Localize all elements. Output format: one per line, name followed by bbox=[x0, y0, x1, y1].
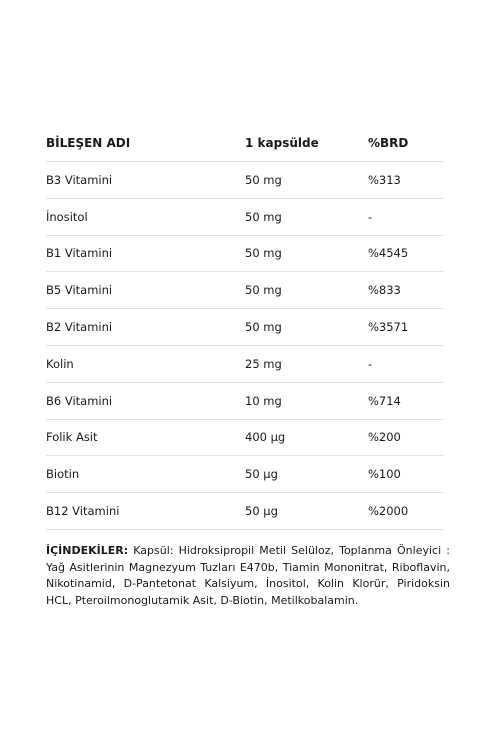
cell-ingredient: B3 Vitamini bbox=[46, 172, 113, 187]
table-row bbox=[46, 420, 444, 457]
cell-amount: 50 mg bbox=[245, 283, 282, 298]
cell-amount: 50 mg bbox=[245, 172, 282, 187]
cell-amount: 50 µg bbox=[245, 504, 278, 519]
cell-ingredient: Biotin bbox=[46, 467, 80, 482]
ingredients-paragraph bbox=[46, 543, 450, 609]
table-row bbox=[46, 272, 444, 309]
table-row bbox=[46, 346, 444, 383]
table-row bbox=[46, 493, 444, 530]
table-row bbox=[46, 309, 444, 346]
column-header-amount: 1 kapsülde bbox=[245, 135, 319, 150]
cell-rda: %2000 bbox=[368, 504, 409, 519]
cell-rda: %714 bbox=[368, 393, 401, 408]
ingredients-text: Kapsül: Hidroksipropil Metil Selüloz, Toplanma Önleyici : Yağ Asitlerinin Magnezyum Tuzları E470b, Tiamin Mononitrat, Riboflavin, Nikotinamid, D-Pantetonat Kalsiyum, İnositol, Kolin Klorür, Piridoksin HCL, Pteroilmonoglutamik Asit, D-Biotin, Metilkobalamin. bbox=[46, 544, 450, 607]
cell-rda: %4545 bbox=[368, 246, 409, 261]
table-row bbox=[46, 162, 444, 199]
cell-amount: 50 mg bbox=[245, 246, 282, 261]
table-header-row bbox=[46, 124, 444, 162]
cell-ingredient: B1 Vitamini bbox=[46, 246, 113, 261]
nutrition-table bbox=[46, 124, 444, 530]
cell-rda: - bbox=[368, 356, 373, 371]
column-header-ingredient: BİLEŞEN ADI bbox=[46, 135, 131, 150]
cell-rda: %200 bbox=[368, 430, 401, 445]
cell-ingredient: Kolin bbox=[46, 356, 74, 371]
column-header-rda: %BRD bbox=[368, 135, 409, 150]
cell-amount: 10 mg bbox=[245, 393, 282, 408]
table-row bbox=[46, 199, 444, 236]
cell-rda: %833 bbox=[368, 283, 401, 298]
cell-amount: 50 mg bbox=[245, 320, 282, 335]
table-row bbox=[46, 456, 444, 493]
cell-ingredient: İnositol bbox=[46, 209, 88, 224]
cell-amount: 50 mg bbox=[245, 209, 282, 224]
table-row bbox=[46, 236, 444, 273]
cell-ingredient: B6 Vitamini bbox=[46, 393, 113, 408]
cell-ingredient: B12 Vitamini bbox=[46, 504, 120, 519]
cell-rda: %313 bbox=[368, 172, 401, 187]
cell-rda: - bbox=[368, 209, 373, 224]
cell-rda: %3571 bbox=[368, 320, 409, 335]
cell-ingredient: B5 Vitamini bbox=[46, 283, 113, 298]
cell-rda: %100 bbox=[368, 467, 401, 482]
cell-ingredient: B2 Vitamini bbox=[46, 320, 113, 335]
table-row bbox=[46, 383, 444, 420]
ingredients-label: İÇİNDEKİLER: bbox=[46, 544, 129, 557]
cell-ingredient: Folik Asit bbox=[46, 430, 98, 445]
cell-amount: 50 µg bbox=[245, 467, 278, 482]
cell-amount: 25 mg bbox=[245, 356, 282, 371]
cell-amount: 400 µg bbox=[245, 430, 286, 445]
